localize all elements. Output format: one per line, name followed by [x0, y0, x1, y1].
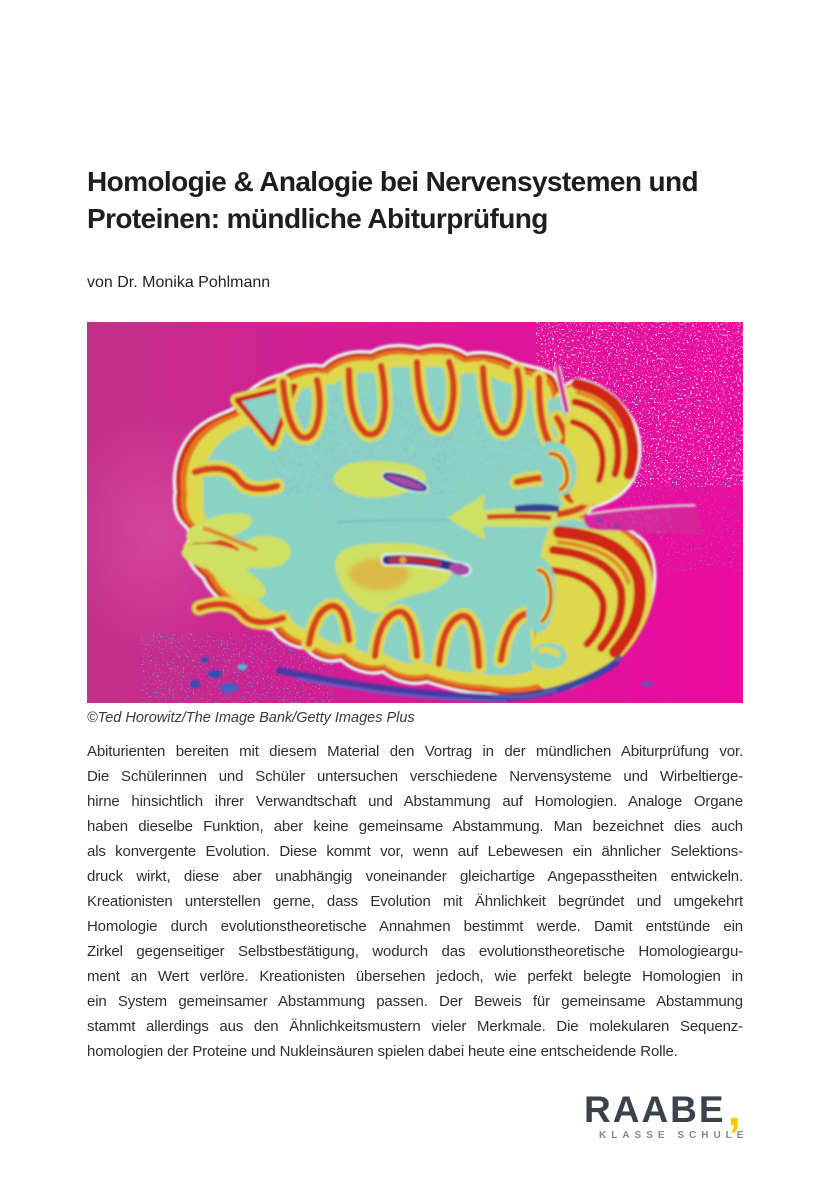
- logo-wordmark: RAABE: [584, 1089, 726, 1130]
- paragraph-line: ment an Wert verlöre. Kreationisten übersehen jedoch, wie perfekt belegte Homologien in: [87, 968, 743, 985]
- paragraph-line: ein System gemeinsamer Abstammung passen. Der Beweis für gemeinsame Abstammung: [87, 993, 743, 1010]
- paragraph-line: stammt allerdings aus den Ähnlichkeitsmustern vieler Merkmale. Die molekularen Sequenz-: [87, 1018, 743, 1035]
- paragraph-line: Die Schülerinnen und Schüler untersuchen verschiedene Nervensysteme und Wirbeltierge-: [87, 768, 743, 785]
- raabe-logo: RAABE , KLASSE SCHULE: [584, 1083, 749, 1141]
- paragraph-line: hirne hinsichtlich ihrer Verwandtschaft und Abstammung auf Homologien. Analoge Organe: [87, 793, 743, 810]
- paragraph-line: als konvergente Evolution. Diese kommt vor, wenn auf Lebewesen ein ähnlicher Selektions-: [87, 843, 743, 860]
- title-line-2: Proteinen: mündliche Abiturprüfung: [87, 203, 548, 234]
- logo-tagline: KLASSE SCHULE: [599, 1130, 749, 1141]
- brain-scan-figure: [87, 322, 743, 703]
- paragraph-line: homologien der Proteine und Nukleinsäuren spielen dabei heute eine entscheidende Rolle.: [87, 1043, 678, 1060]
- image-credit: ©Ted Horowitz/The Image Bank/Getty Images Plus: [87, 710, 415, 726]
- brain-scan-image: [87, 322, 743, 703]
- paragraph-line: Homologie durch evolutionstheoretische Annahmen bestimmt werde. Damit entstünde ein: [87, 918, 743, 935]
- page-title: [87, 163, 787, 237]
- paragraph-line: druck wirkt, diese aber unabhängig voneinander gleichartige Angepasstheiten entwickeln.: [87, 868, 743, 885]
- paragraph-line: haben dieselbe Funktion, aber keine gemeinsame Abstammung. Man bezeichnet dies auch: [87, 818, 743, 835]
- paragraph-line: Abiturienten bereiten mit diesem Material den Vortrag in der mündlichen Abiturprüfung vor.: [87, 743, 743, 760]
- author-byline: von Dr. Monika Pohlmann: [87, 274, 271, 291]
- intro-paragraph: [87, 739, 743, 1064]
- paragraph-line: Kreationisten unterstellen gerne, dass Evolution mit Ähnlichkeit begründet und umgekehrt: [87, 893, 743, 910]
- title-line-1: Homologie & Analogie bei Nervensystemen und: [87, 166, 699, 197]
- paragraph-line: Zirkel gegenseitiger Selbstbestätigung, wodurch das evolutionstheoretische Homologieargu-: [87, 943, 743, 960]
